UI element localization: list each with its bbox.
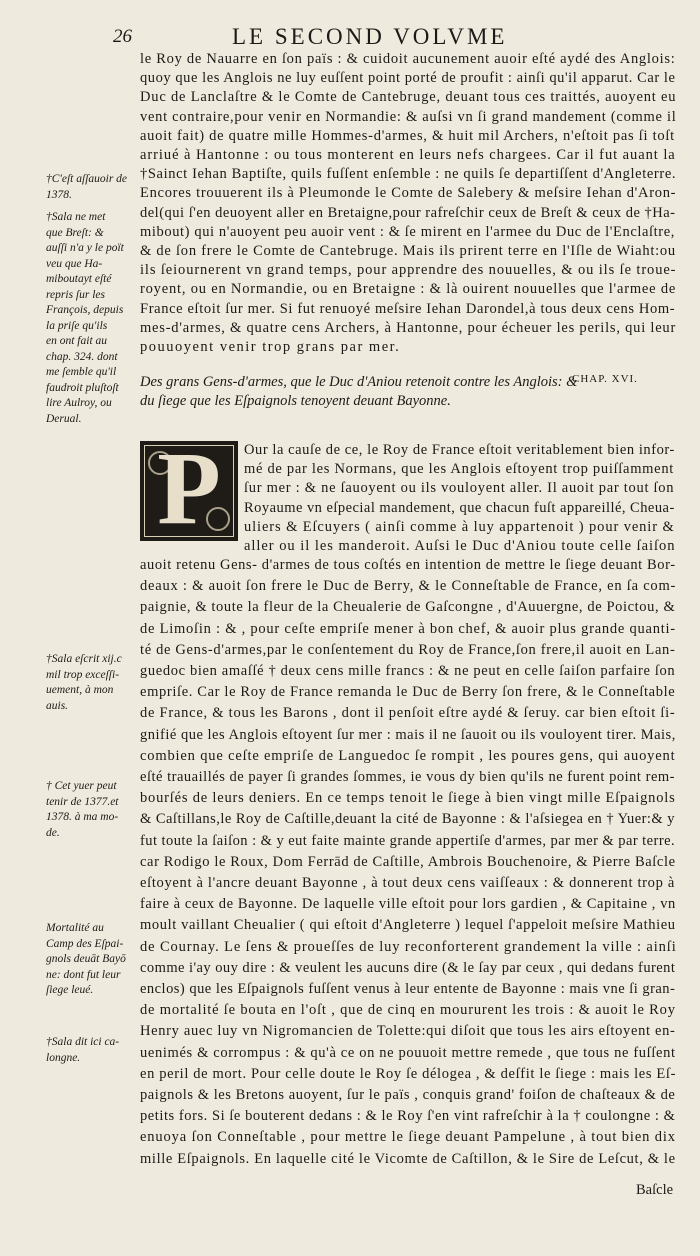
- page-number: 26: [113, 26, 132, 47]
- chapter-heading-line-2: du ſiege que les Eſpaignols tenoyent deuant Bayonne.: [140, 393, 451, 409]
- text-line: eſté trauaillés de payer ſi grandes ſommes, ie vous dy bien qu'ils ne furent point rem-: [140, 769, 676, 785]
- margin-note-line: chap. 324. dont: [46, 350, 118, 363]
- text-line: vent contraire,pour venir en Normandie: & auſsi vn ſi grand mandement (comme il: [140, 108, 677, 125]
- text-line: arriué à Hantonne : ou tous monterent en leurs nefs chargees. Car il fut auant la: [140, 147, 676, 163]
- margin-note-line: gnols deuāt Bayō: [46, 953, 126, 965]
- margin-note-line: †Sala ne met: [46, 211, 106, 223]
- margin-note-line: me ſemble qu'il: [46, 366, 117, 378]
- margin-note-line: miboutayt eſté: [46, 273, 112, 285]
- text-line: auoit retenu Gens- d'armes de tous coſtés en intention de mettre le ſiege deuant Bor-: [140, 557, 676, 573]
- text-line: eſtoyent à l'ancre deuant Bayonne , à tout deux cens vaiſſeaux : & donnerent trop à: [140, 875, 675, 891]
- text-line: mille Eſpaignols. En laquelle cité le Vicomte de Caſtillon, & le Sire de Leſcut, & le: [140, 1150, 676, 1167]
- text-line: empriſe. Car le Roy de France remanda le Duc de Berry ſon frere, & le Conneſtable: [140, 684, 676, 701]
- text-line: & de ſon frere le Comte de Cantebruge. Mais ils prirent terre en l'Iſle de Wiaht:ou: [140, 243, 676, 259]
- text-line: quoy que les Anglois ne luy euſſent point porté de proufit : ainſi qu'il apparut. Car le: [140, 70, 676, 87]
- text-line: le Roy de Nauarre en ſon païs : & cuidoit aucunement auoir eſté aydé des Anglois:: [140, 51, 676, 67]
- text-line: car Rodigo le Roux, Dom Ferrād de Caſtille, Ambrois Bouchenoire, & Pierre Baſcle: [140, 853, 676, 870]
- text-line: Our la cauſe de ce, le Roy de France eſtoit veritablement bien infor-: [244, 442, 675, 458]
- margin-note-line: 1378.: [46, 188, 72, 201]
- text-line: petits fors. Si ſe bouterent dedans : & le Roy ſ'en vint rafreſchir à la † coulongne : &: [140, 1108, 676, 1125]
- text-line: guedoc bien amaſſé † deux cens mille francs : & ne peut en celle ſaiſon parfaire ſon: [140, 663, 676, 679]
- margin-note-line: ne: dont fut leur: [46, 968, 121, 981]
- text-line: uliers & Eſcuyers ( ainſi comme à luy appartenoit ) pour venir &: [244, 518, 675, 535]
- margin-note-line: la priſe qu'ils: [46, 319, 108, 332]
- drop-cap-letter: P: [157, 431, 221, 546]
- margin-note-line: †Sala eſcrit xij.c: [46, 653, 122, 665]
- text-line: mes-d'armes, & quatre cens Archers, à Hantonne, pour écheuer les perils, qui leur: [140, 319, 677, 336]
- margin-note-line: † Cet yuer peut: [46, 780, 117, 792]
- text-line: Encores trouuerent ils à Pleumonde le Comte de Salebery & meſsire Iehan d'Aron-: [140, 185, 677, 202]
- text-line: de France, & tous les Barons , dont il penſoit eſtre aydé & ſeruy. car bien eſtoit ſi-: [140, 705, 676, 722]
- chapter-heading-line-1: Des grans Gens-d'armes, que le Duc d'Aniou retenoit contre les Anglois: &: [140, 374, 578, 390]
- margin-note-line: †Sala dit ici ca-: [46, 1036, 120, 1048]
- text-line: ils ſeiournerent vn grand temps, pour apprendre des nouuelles, & ou ils ſe troue-: [140, 262, 677, 279]
- text-line: del(qui ſ'en deuoyent aller en Bretaigne,pour rafreſchir ceux de Breſt & ceux de †Ha-: [140, 204, 676, 221]
- margin-note-line: en ont fait au: [46, 335, 108, 347]
- text-line: pouuoyent venir trop grans par mer.: [140, 339, 401, 355]
- text-line: combien que ceſte empriſe de Languedoc ſe rompit , les poures gens, qui auoyent: [140, 747, 676, 764]
- text-line: ſur mer : & ne ſauoyent ou ils vouloyent aller. Il auoit par tout ſon: [244, 480, 675, 497]
- text-line: auoit fait) de quatre mille Hommes-d'armes, & huit mil Archers, n'eſtoit pas ſi toſt: [140, 127, 675, 144]
- text-line: Duc de Lanclaſtre & le Comte de Cantebruge, deuant tous ces traittés, auoyent eu: [140, 89, 677, 106]
- margin-note-line: faudroit pluſtoſt: [46, 381, 119, 394]
- margin-note-line: ſiege leué.: [46, 984, 94, 996]
- margin-note-line: que Breſt: &: [46, 226, 104, 239]
- margin-note-line: François, depuis: [46, 304, 124, 316]
- text-line: royent, ou en Normandie, ou en Bretaigne : & là ouirent nouuelles que l'armee de: [140, 281, 677, 298]
- text-line: enuoya ſon Conneſtable , pour mettre le ſiege deuant Pampelune , à tout bien dix: [140, 1129, 676, 1146]
- catchword: Baſcle: [636, 1182, 674, 1198]
- text-line: mibout) qui n'auoyent peu auoir vent : & ſe mirent en l'armee du Duc de l'Enclaſtre,: [140, 223, 675, 240]
- text-line: France eſtoit ſur mer. Si fut renuoyé meſsire Iehan Darondel,à tous deux cens Hom-: [140, 300, 676, 317]
- text-line: de mortalité ſe bouta en l'oſt , que de cinq en moururent les trois : & auoit le Roy: [140, 1002, 676, 1019]
- margin-note-line: repris ſur les: [46, 288, 105, 301]
- text-line: en peril de mort. Pour celle doute le Roy ſe délogea , & deſfit le ſiege : mais les Eſ-: [140, 1065, 677, 1082]
- drop-cap-initial: [140, 431, 238, 546]
- margin-note-line: uement, à mon: [46, 684, 114, 696]
- text-line: faire à ceux de Bayonne. De laquelle ville eſtoit pour lors gardien , & Capitaine , vn: [140, 896, 676, 913]
- running-title: LE SECOND VOLVME: [232, 24, 508, 49]
- margin-note-line: Camp des Eſpai-: [46, 937, 124, 950]
- margin-note-line: auſſi n'a y le poït: [46, 242, 124, 254]
- text-line: paignie, & toute la fleur de la Cheualerie de Gaſcongne , d'Auuergne, de Poictou, &: [140, 599, 676, 616]
- text-line: bourſés de leurs deniers. En ce temps tenoit le ſiege à bien vingt mille Eſpaignols: [140, 790, 676, 807]
- text-line: mé de par les Normans, que les Anglois eſtoyent trop puiſſamment: [244, 461, 675, 478]
- text-line: de Limoſin : & , pour ceſte empriſe mener à bon chef, & auoir plus grande quanti-: [140, 620, 676, 637]
- margin-note-line: Derual.: [46, 412, 82, 425]
- text-line: uenimés & corrompus : & qu'à ce on ne pouuoit mettre remede , que tous ne fuſſent: [140, 1044, 676, 1061]
- text-line: de Cournay. Le ſens & proueſſes de luy reconforterent grandement la ville : ainſi: [140, 938, 677, 955]
- text-line: Henry auec luy vn Nigromancien de Tolette:qui diſoit que tous les airs eſtoyent en-: [140, 1023, 676, 1040]
- text-line: té de Gens-d'armes,par le conſentement du Roy de France,ſon frere,il auoit en Lan-: [140, 641, 676, 658]
- text-line: enclos) que les Eſpaignols fuſſent venus à leur entente de Bayonne : mais vne ſi gran-: [140, 981, 676, 997]
- text-line: & Caſtillans,le Roy de Caſtille,deuant la cité de Bayonne : & l'aſsiegea en † Yuer:& y: [140, 811, 676, 828]
- margin-note-line: lire Aulroy, ou: [46, 397, 112, 409]
- margin-note-line: veu que Ha-: [46, 257, 103, 270]
- margin-note-line: de.: [46, 826, 60, 839]
- margin-note-line: mil trop exceſſi-: [46, 668, 120, 681]
- margin-note-line: Mortalité au: [46, 922, 104, 934]
- text-line: fut toute la ſaiſon : & y eut faite mainte grande appertiſe d'armes, par mer & par terre.: [140, 832, 676, 849]
- margin-note-line: †C'eſt aſſauoir de: [46, 173, 128, 185]
- text-line: deaux : & auoit ſon frere le Duc de Berry, & le Conneſtable de France, en ſa com-: [140, 578, 677, 595]
- chapter-label: CHAP. XVI.: [572, 373, 638, 385]
- margin-note-line: auis.: [46, 699, 69, 712]
- text-line: comme i'ay ouy dire : & veulent les aucuns dire (& le ſay par ceux , qui dedans furent: [140, 959, 676, 976]
- margin-note-line: tenir de 1377.et: [46, 795, 119, 808]
- text-line: gnifié que les Anglois eſtoyent ſur mer : mais il ne ſauoit ou ils vouloyent tirer. Mais,: [140, 726, 676, 743]
- text-line: †Sainct Iehan Baptiſte, quils fuſſent enſemble : ne quils ſe departiſſent d'Angleterre.: [140, 166, 677, 183]
- text-line: moult vaillant Cheualier ( qui eſtoit d'Angleterre ) lequel ſ'appeloit meſsire Mathieu: [140, 917, 676, 934]
- text-line: paignols & les Bretons auoyent, ſur le païs , conquis grand' foiſon de chaſteaux & de: [140, 1087, 676, 1103]
- margin-note-line: 1378. à ma mo-: [46, 811, 119, 823]
- margin-note-line: longne.: [46, 1051, 81, 1064]
- text-line: aller ou il les manderoit. Auſsi le Duc d'Aniou toute celle ſaiſon: [244, 538, 676, 554]
- text-line: Royaume vn eſpecial mandement, que chacun fuſt appareillé, Cheua-: [244, 499, 675, 516]
